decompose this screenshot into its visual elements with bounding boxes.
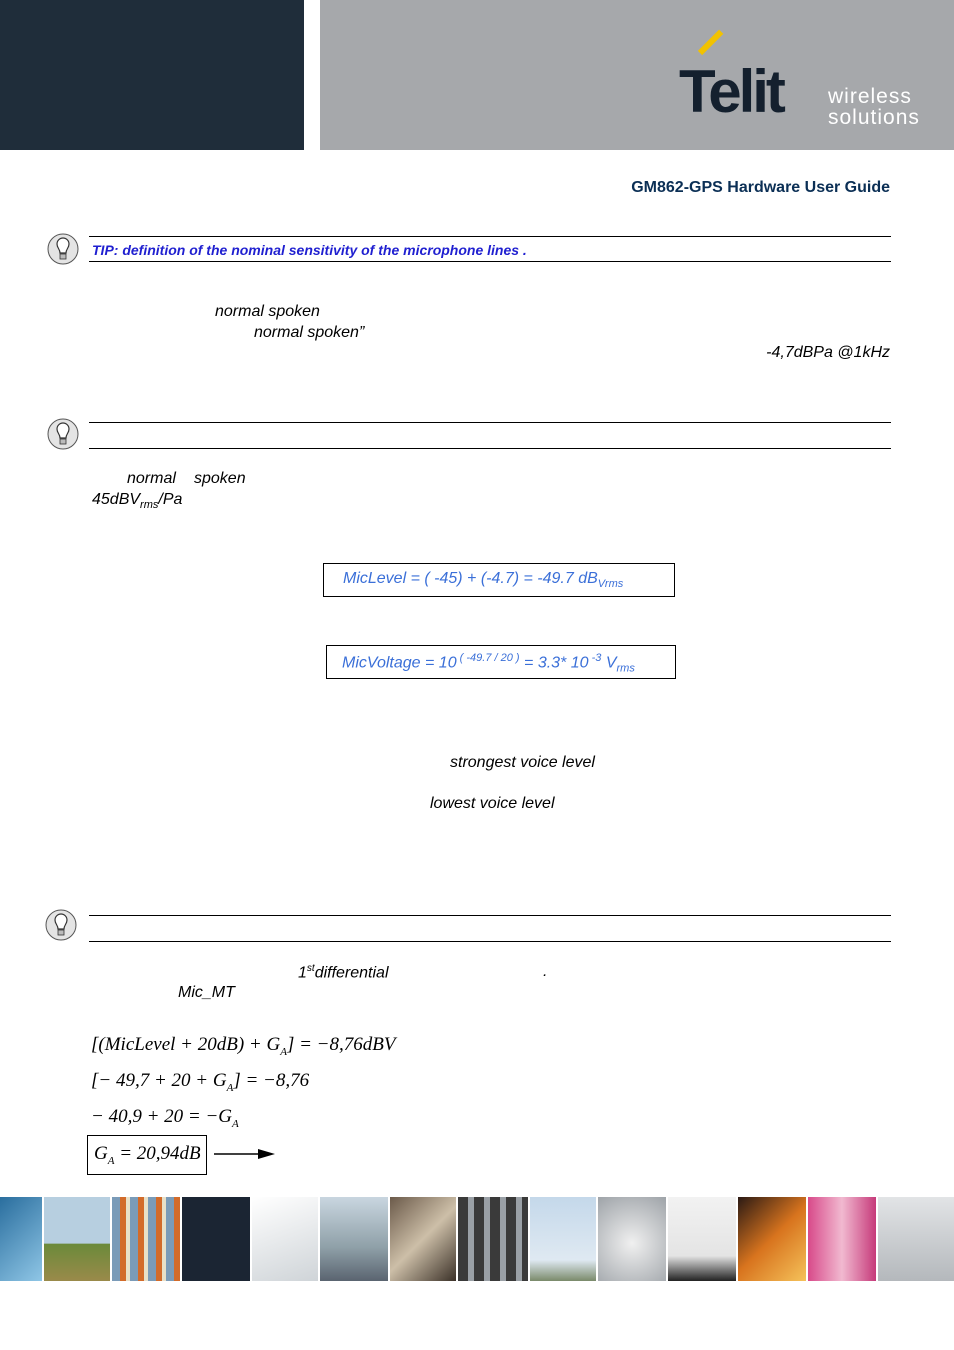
logo-text: Telit: [679, 58, 783, 125]
footer-photo: [44, 1197, 110, 1281]
footer-photo: [530, 1197, 596, 1281]
tip-rule-top: [89, 422, 891, 423]
footer-photo: [878, 1197, 954, 1281]
text-fragment: Mic_MT: [178, 984, 235, 1001]
text-fragment: .: [543, 963, 548, 980]
text-fragment: spoken: [194, 470, 246, 487]
lightbulb-icon: [46, 414, 80, 458]
equation-line-3: − $40,9 + 20 = -G_A$: [91, 1106, 239, 1130]
formula-box-miclevel: MicLevel = ( -45) + (-4.7) = -49.7 $dB_{Vrms}$: [323, 563, 675, 597]
equation-line-1: [(MicLevel + $20dB) + G_A] = -8,76dBV$: [91, 1034, 396, 1058]
footer-photo: [390, 1197, 456, 1281]
text-fragment: -4,7dBPa @1kHz: [766, 344, 890, 361]
logo-tagline-line1: wireless: [828, 85, 912, 108]
footer-photo: [598, 1197, 666, 1281]
footer-photo: [458, 1197, 528, 1281]
text-fragment: normal: [127, 470, 176, 487]
text-fragment: lowest voice level: [430, 795, 555, 812]
arrow-right-icon: [214, 1148, 276, 1160]
tip-rule-bottom: [89, 941, 891, 942]
footer-photo: [320, 1197, 388, 1281]
tip-rule-top: [89, 236, 891, 237]
lightbulb-icon: [46, 229, 80, 273]
header-dark-block: [0, 0, 304, 150]
lightbulb-icon: [44, 905, 78, 949]
footer-photo: [738, 1197, 806, 1281]
tip-rule-top: [89, 915, 891, 916]
footer-photo: [252, 1197, 318, 1281]
text-fragment: strongest voice level: [450, 754, 595, 771]
formula-box-micvoltage: MicVoltage = 10 $^{( -49.7 / 20 )}$ = 3.3* 10 $^{-3}$ $V_{rms}$: [326, 645, 676, 679]
text-fragment: 45dBV$_{rms}$/Pa: [92, 491, 183, 512]
logo-tagline-line2: solutions: [828, 106, 920, 129]
footer-photo: [808, 1197, 876, 1281]
tip-rule-bottom: [89, 448, 891, 449]
footer-photo: [182, 1197, 250, 1281]
logo-tagline: [828, 86, 920, 128]
text-fragment: 1stdifferential: [298, 963, 389, 982]
document-title: GM862-GPS Hardware User Guide: [631, 179, 890, 196]
footer-photo: [668, 1197, 736, 1281]
tip-rule-bottom: [89, 261, 891, 262]
text-fragment: normal spoken: [215, 303, 320, 320]
tip-heading: TIP: definition of the nominal sensitivity of the microphone lines .: [92, 242, 527, 258]
text-fragment: normal spoken”: [254, 324, 365, 341]
footer-photo: [0, 1197, 42, 1281]
footer-photo: [112, 1197, 180, 1281]
result-box: $G_A = 20,94dB$: [87, 1135, 207, 1175]
footer-photo-strip: [0, 1197, 954, 1281]
equation-line-2: [− $49,7 + 20 + G_A] = -8,76$: [91, 1070, 310, 1094]
